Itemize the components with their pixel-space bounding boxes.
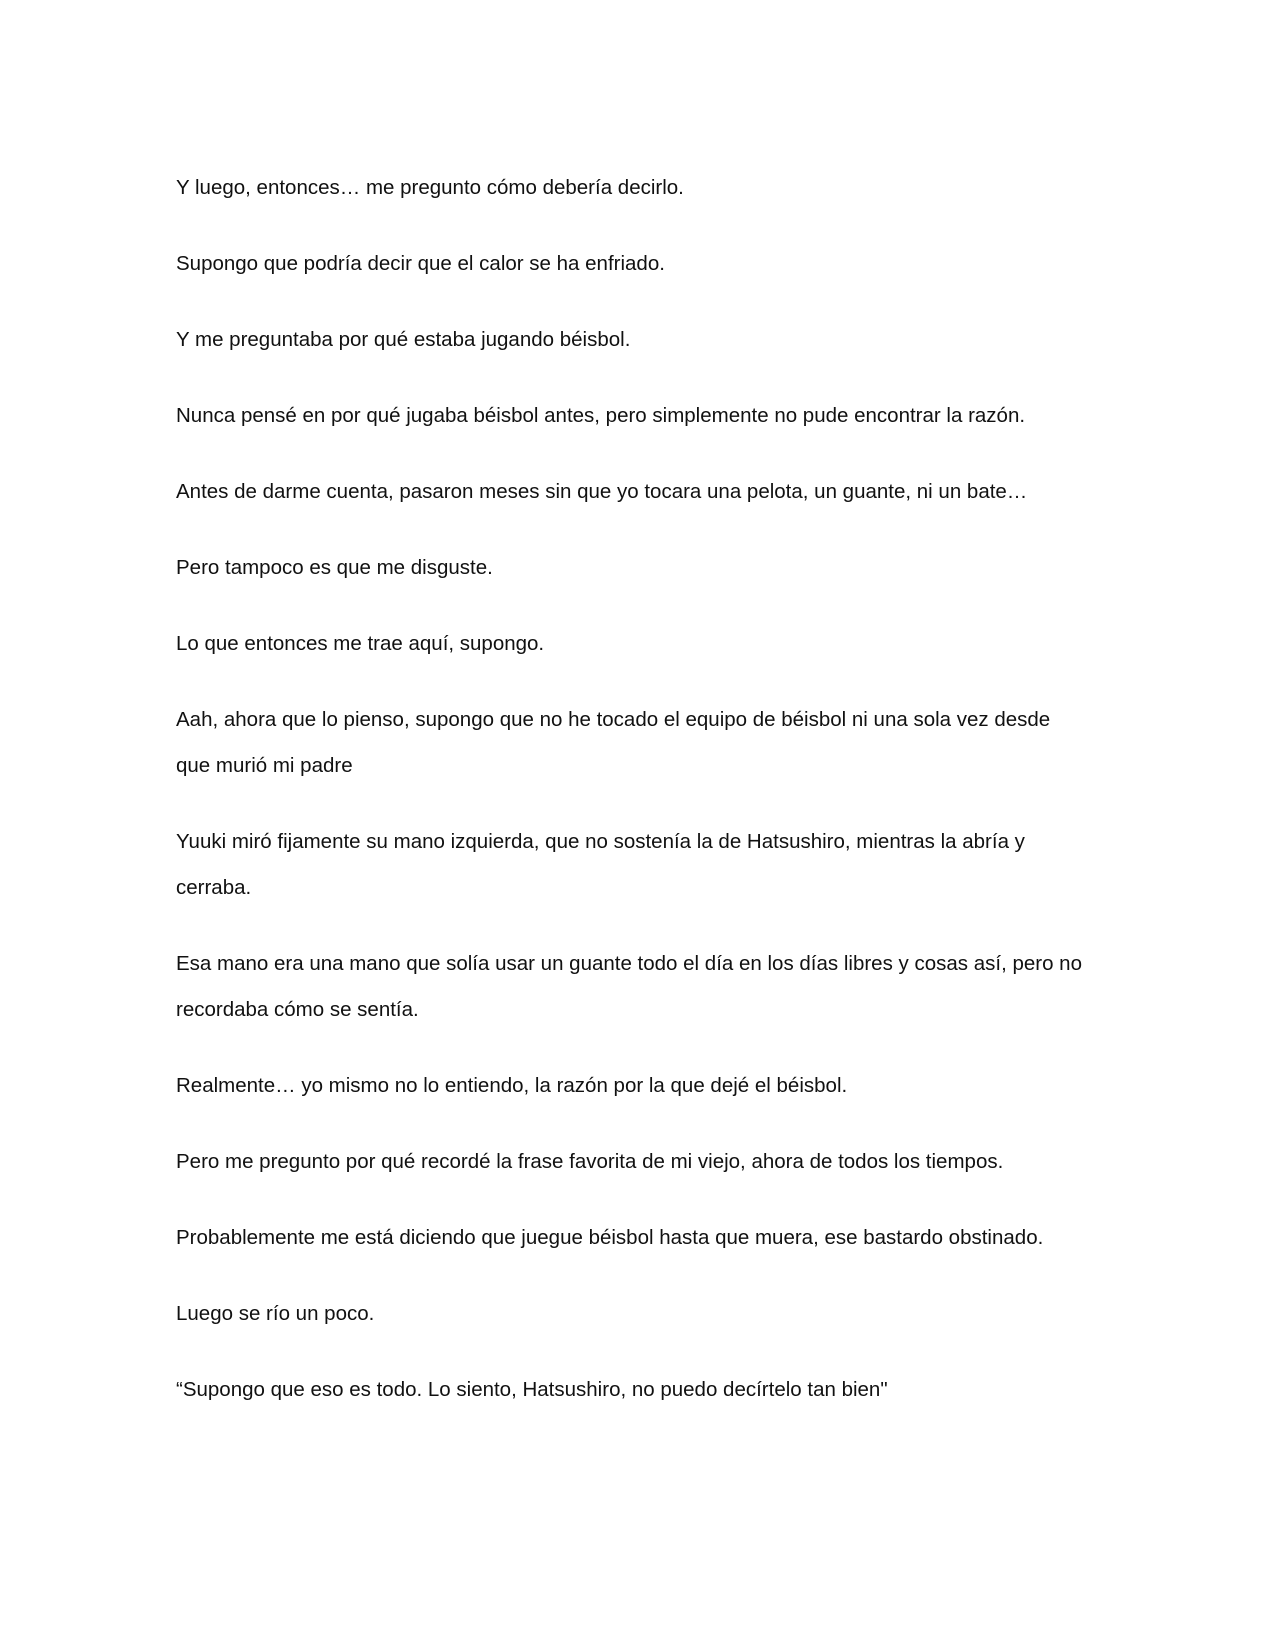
paragraph-15: “Supongo que eso es todo. Lo siento, Hatsushiro, no puedo decírtelo tan bien": [176, 1378, 888, 1401]
paragraph-4: Nunca pensé en por qué jugaba béisbol antes, pero simplemente no pude encontrar la razón.: [176, 404, 1026, 427]
paragraph-1: Y luego, entonces… me pregunto cómo debería decirlo.: [176, 176, 684, 199]
paragraph-5: Antes de darme cuenta, pasaron meses sin que yo tocara una pelota, un guante, ni un bate…: [176, 480, 1028, 503]
paragraph-10: Esa mano era una mano que solía usar un guante todo el día en los días libres y cosas así, pero no recordaba cómo se sentía.: [176, 952, 1082, 1021]
paragraph-14: Luego se río un poco.: [176, 1302, 375, 1325]
paragraph-2: Supongo que podría decir que el calor se ha enfriado.: [176, 252, 665, 275]
paragraph-6: Pero tampoco es que me disguste.: [176, 556, 493, 579]
paragraph-13: Probablemente me está diciendo que juegue béisbol hasta que muera, ese bastardo obstinado.: [176, 1226, 1044, 1249]
paragraph-9: Yuuki miró fijamente su mano izquierda, que no sostenía la de Hatsushiro, mientras la abría y cerraba.: [176, 830, 1025, 899]
paragraph-11: Realmente… yo mismo no lo entiendo, la razón por la que dejé el béisbol.: [176, 1074, 848, 1097]
body-text: [176, 165, 1086, 1443]
paragraph-3: Y me preguntaba por qué estaba jugando béisbol.: [176, 328, 631, 351]
paragraph-12: Pero me pregunto por qué recordé la frase favorita de mi viejo, ahora de todos los tiempos.: [176, 1150, 1004, 1173]
paragraph-8: Aah, ahora que lo pienso, supongo que no he tocado el equipo de béisbol ni una sola vez desde que murió mi padre: [176, 708, 1051, 777]
paragraph-7: Lo que entonces me trae aquí, supongo.: [176, 632, 545, 655]
